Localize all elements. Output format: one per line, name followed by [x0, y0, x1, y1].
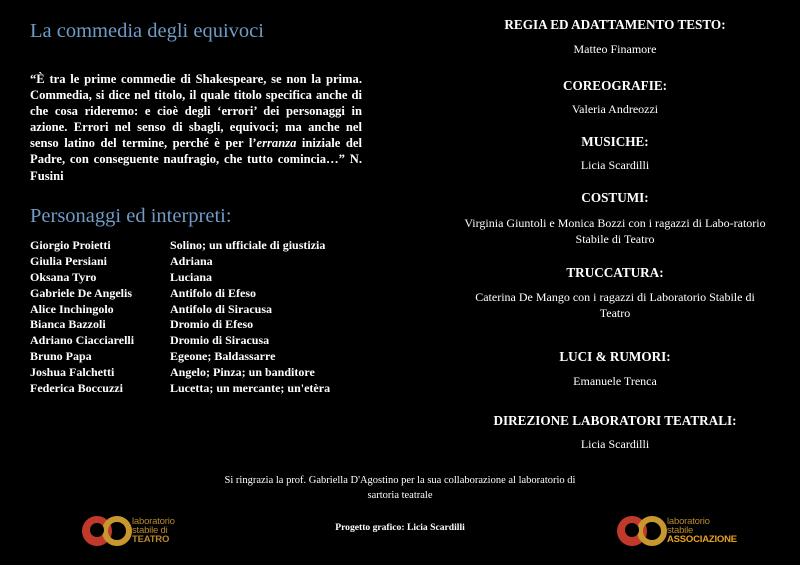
- laboratorio-associazione-logo: [615, 513, 737, 547]
- cast-row: [30, 333, 390, 349]
- credit-name-lights: Emanuele Trenca: [573, 374, 657, 388]
- acknowledgement-line: Si ringrazia la prof. Gabriella D'Agostino per la sua collaborazione al laboratorio di: [224, 475, 576, 486]
- play-title: La commedia degli equivoci: [30, 20, 264, 42]
- rings-logo-icon: [615, 513, 671, 547]
- cast-row: [30, 365, 390, 381]
- credit-title-lights: LUCI & RUMORI:: [559, 349, 671, 364]
- cast-title: Personaggi ed interpreti:: [30, 205, 232, 227]
- actor-name: Federica Boccuzzi: [30, 381, 123, 396]
- credit-title-costumes: COSTUMI:: [581, 190, 649, 205]
- rings-logo-icon: [80, 513, 136, 547]
- cast-row: [30, 302, 390, 318]
- character-role: Antifolo di Efeso: [170, 285, 257, 300]
- cast-row: [30, 270, 390, 286]
- credit-name-music: Licia Scardilli: [580, 158, 650, 172]
- shakespeare-quote: [30, 71, 362, 184]
- actor-name: Giorgio Proietti: [30, 238, 111, 252]
- character-role: Dromio di Efeso: [170, 317, 254, 332]
- credit-name-workshops: Licia Scardilli: [580, 437, 650, 451]
- character-role: Antifolo di Siracusa: [170, 301, 273, 316]
- actor-name: Alice Inchingolo: [30, 301, 114, 316]
- cast-row: [30, 349, 390, 365]
- credit-name-direction: Matteo Finamore: [573, 42, 657, 56]
- actor-name: Bruno Papa: [30, 349, 92, 364]
- graphic-design-credit: Progetto grafico: Licia Scardilli: [335, 522, 465, 533]
- cast-row: [30, 381, 390, 397]
- cast-list: [30, 238, 390, 397]
- actor-name: Bianca Bazzoli: [30, 317, 106, 332]
- quote-italic-word: erranza: [256, 136, 297, 151]
- credit-title-music: MUSICHE:: [581, 134, 649, 149]
- cast-row: [30, 286, 390, 302]
- actor-name: Joshua Falchetti: [30, 365, 115, 380]
- character-role: Adriana: [170, 253, 213, 268]
- actor-name: Oksana Tyro: [30, 269, 97, 284]
- credit-title-makeup: TRUCCATURA:: [566, 265, 664, 280]
- cast-row: [30, 238, 390, 254]
- acknowledgement-line: sartoria teatrale: [367, 490, 433, 501]
- credit-name-choreography: Valeria Andreozzi: [571, 102, 659, 116]
- character-role: Egeone; Baldassarre: [170, 349, 276, 364]
- character-role: Dromio di Siracusa: [170, 333, 270, 348]
- credit-title-workshops: DIREZIONE LABORATORI TEATRALI:: [493, 413, 737, 428]
- logo-wordmark: laboratorio stabile di TEATRO: [132, 515, 175, 545]
- cast-row: [30, 317, 390, 333]
- cast-row: [30, 254, 390, 270]
- credit-name-costumes: Virginia Giuntoli e Monica Bozzi con i ragazzi di Labo-ratorio Stabile di Teatro: [464, 216, 766, 246]
- character-role: Angelo; Pinza; un banditore: [170, 365, 315, 380]
- actor-name: Adriano Ciacciarelli: [30, 333, 135, 348]
- character-role: Lucetta; un mercante; un'etèra: [170, 381, 331, 396]
- credit-title-direction: REGIA ED ADATTAMENTO TESTO:: [504, 17, 726, 32]
- character-role: Luciana: [170, 269, 213, 284]
- actor-name: Giulia Persiani: [30, 253, 108, 268]
- acknowledgement: [200, 473, 600, 503]
- logo-wordmark: laboratorio stabile ASSOCIAZIONE: [667, 515, 737, 545]
- credit-name-makeup: Caterina De Mango con i ragazzi di Laboratorio Stabile di Teatro: [475, 290, 755, 320]
- actor-name: Gabriele De Angelis: [30, 285, 132, 300]
- laboratorio-teatro-logo: [80, 513, 175, 547]
- quote-text-end: iniziale del Padre, con conseguente naufragio, che tutto comincia…” N. Fusini: [30, 136, 362, 183]
- quote-text: “È tra le prime commedie di Shakespeare, se non la prima. Commedia, si dice nel titolo, il quale titolo specifica anche di che cosa rideremo: e cioè degli ‘errori’ dei personaggi in azione. Errori nel senso di sbagli, equivoci; ma anche nel senso latino del termine, perché è per l’: [30, 72, 362, 151]
- credit-title-choreography: COREOGRAFIE:: [562, 78, 668, 93]
- character-role: Solino; un ufficiale di giustizia: [170, 238, 326, 252]
